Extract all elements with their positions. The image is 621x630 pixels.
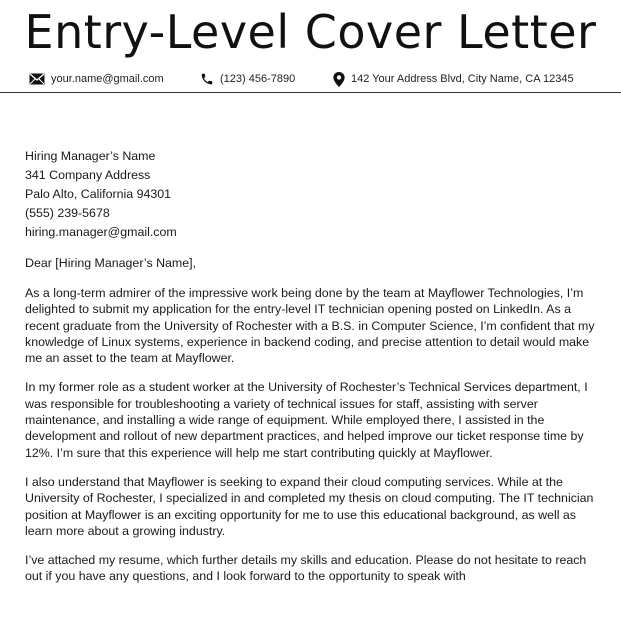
recipient-city: Palo Alto, California 94301 (25, 187, 172, 201)
contact-phone (200, 71, 295, 87)
recipient-name: Hiring Manager’s Name (25, 149, 156, 163)
header-divider (0, 92, 621, 93)
contact-address (333, 71, 574, 87)
document-title: Entry-Level Cover Letter (24, 5, 597, 59)
paragraph-3: I also understand that Mayflower is seeking to expand their cloud computing services. While at the University of Rochester, I specialized in and completed my thesis on cloud computing. The IT technician position at Mayflower is an exciting opportunity for me to use this educational background, as well as learn more about a growing industry. (25, 474, 594, 538)
paragraph-4: I’ve attached my resume, which further details my skills and education. Please do not hesitate to reach out if you have any questions, and I look forward to the opportunity to speak with (25, 553, 587, 584)
address-text: 142 Your Address Blvd, City Name, CA 12345 (351, 73, 574, 85)
email-text[interactable]: your.name@gmail.com (51, 73, 164, 85)
contact-email (29, 71, 164, 87)
paragraph-1: As a long-term admirer of the impressive work being done by the team at Mayflower Technologies, I’m delighted to submit my application for the entry-level IT technician opening posted on LinkedIn. As a recent graduate from the University of Rochester with a B.S. in Computer Science, I’m confident that my knowledge of Linux systems, experience in backend coding, and precise attention to detail would make me an asset to the team at Mayflower. (25, 286, 595, 366)
phone-icon (200, 72, 220, 86)
envelope-icon (29, 73, 51, 85)
contact-bar (0, 68, 621, 90)
recipient-phone: (555) 239-5678 (25, 206, 110, 220)
map-pin-icon (333, 72, 351, 87)
recipient-email: hiring.manager@gmail.com (25, 225, 177, 239)
recipient-block (25, 147, 597, 242)
phone-text[interactable]: (123) 456-7890 (220, 73, 296, 85)
recipient-street: 341 Company Address (25, 168, 151, 182)
paragraph-2: In my former role as a student worker at the University of Rochester’s Technical Services department, I was responsible for troubleshooting a variety of technical issues for staff, assisting with server maintenance, and installing a wide range of equipment. While employed there, I assisted in the development and rollout of new department practices, and helped improve our ticket response time by 12%. I’m sure that this experience will help me start contributing quickly at Mayflower. (25, 380, 588, 460)
letter-body (25, 147, 597, 585)
salutation: Dear [Hiring Manager’s Name], (25, 256, 197, 270)
